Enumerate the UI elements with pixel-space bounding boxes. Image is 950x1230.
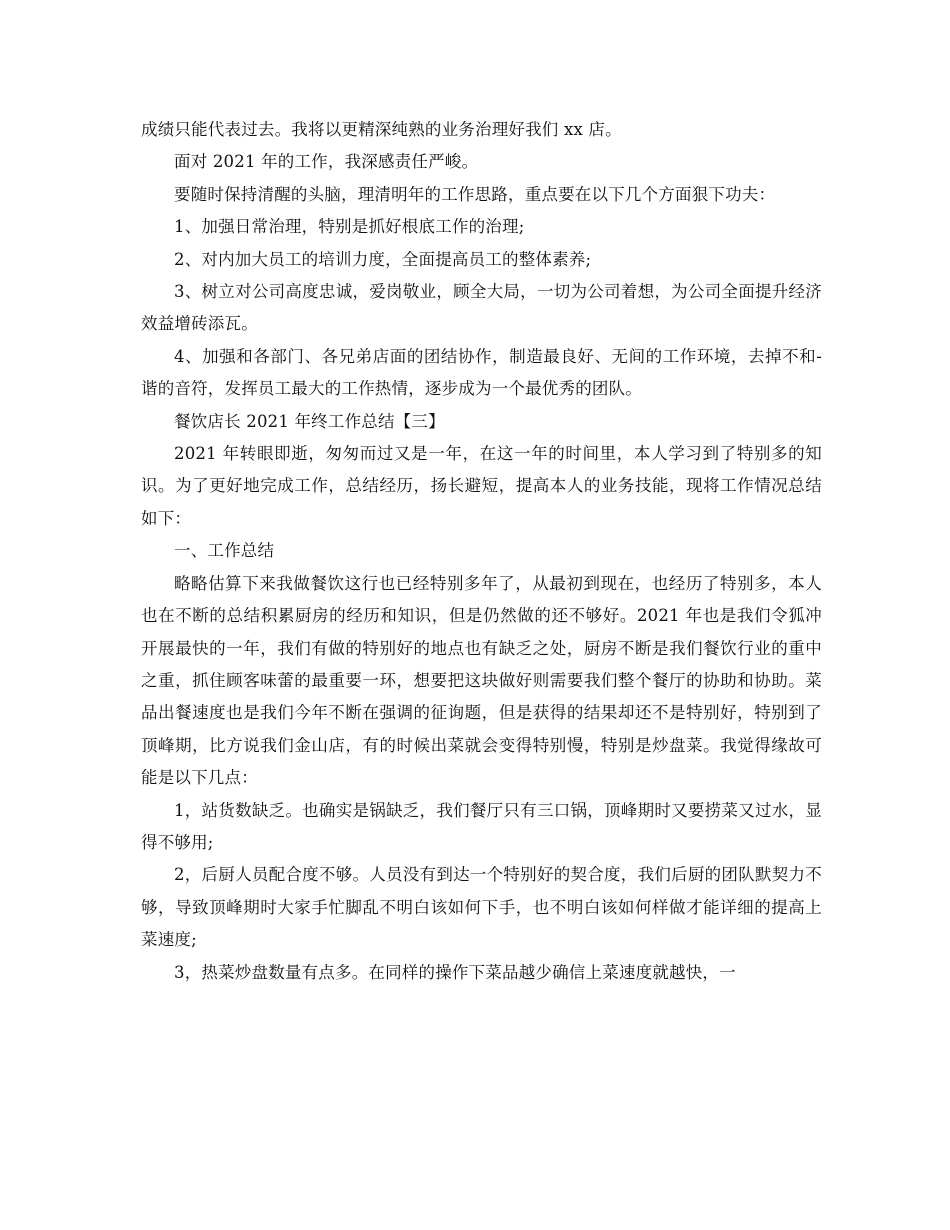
list-item: 3，热菜炒盘数量有点多。在同样的操作下菜品越少确信上菜速度就越快，一 [174,962,736,982]
section-heading: 餐饮店长 2021 年终工作总结【三】 [174,411,445,431]
paragraph: 要随时保持清醒的头脑，理清明年的工作思路，重点要在以下几个方面狠下功夫： [174,184,776,204]
paragraph: 面对 2021 年的工作，我深感责任严峻。 [174,152,479,172]
list-item: 1、加强日常治理，特别是抓好根底工作的治理; [174,217,525,237]
list-item: 2，后厨人员配合度不够。人员没有到达一个特别好的契合度，我们后厨的团队默契力不够，导致顶峰期时大家手忙脚乱不明白该如何下手，也不明白该如何样做才能详细的提高上菜速度; [141,865,822,950]
paragraph: 略略估算下来我做餐饮这行也已经特别多年了，从最初到现在，也经历了特别多，本人也在不断的总结积累厨房的经历和知识，但是仍然做的还不够好。2021 年也是我们令狐冲开展最快的一年，我们有做的特别好的地点也有缺乏之处，厨房不断是我们餐饮行业的重中之重，抓住顾客味蕾的最重要一环，想要把这块做好则需要我们整个餐厅的协助和协助。菜品出餐速度也是我们今年不断在强调的征询题，但是获得的结果却还不是特别好，特别到了顶峰期，比方说我们金山店，有的时候出菜就会变得特别慢，特别是炒盘菜。我觉得缘故可能是以下几点： [141,573,822,788]
paragraph-continuation: 成绩只能代表过去。我将以更精深纯熟的业务治理好我们 xx 店。 [141,120,622,139]
document-body [141,114,822,989]
paragraph: 2021 年转眼即逝，匆匆而过又是一年，在这一年的时间里，本人学习到了特别多的知识。为了更好地完成工作，总结经历，扬长避短，提高本人的业务技能，现将工作情况总结如下： [141,444,822,528]
list-item: 4、加强和各部门、各兄弟店面的团结协作，制造最良好、无间的工作环境，去掉不和-谐的音符，发挥员工最大的工作热情，逐步成为一个最优秀的团队。 [141,346,822,399]
list-item: 3、树立对公司高度忠诚，爱岗敬业，顾全大局，一切为公司着想，为公司全面提升经济效益增砖添瓦。 [141,282,822,334]
list-item: 1，站货数缺乏。也确实是锅缺乏，我们餐厅只有三口锅，顶峰期时又要捞菜又过水，显得不够用; [141,800,822,852]
subsection-heading: 一、工作总结 [174,541,275,561]
list-item: 2、对内加大员工的培训力度，全面提高员工的整体素养; [174,249,592,269]
